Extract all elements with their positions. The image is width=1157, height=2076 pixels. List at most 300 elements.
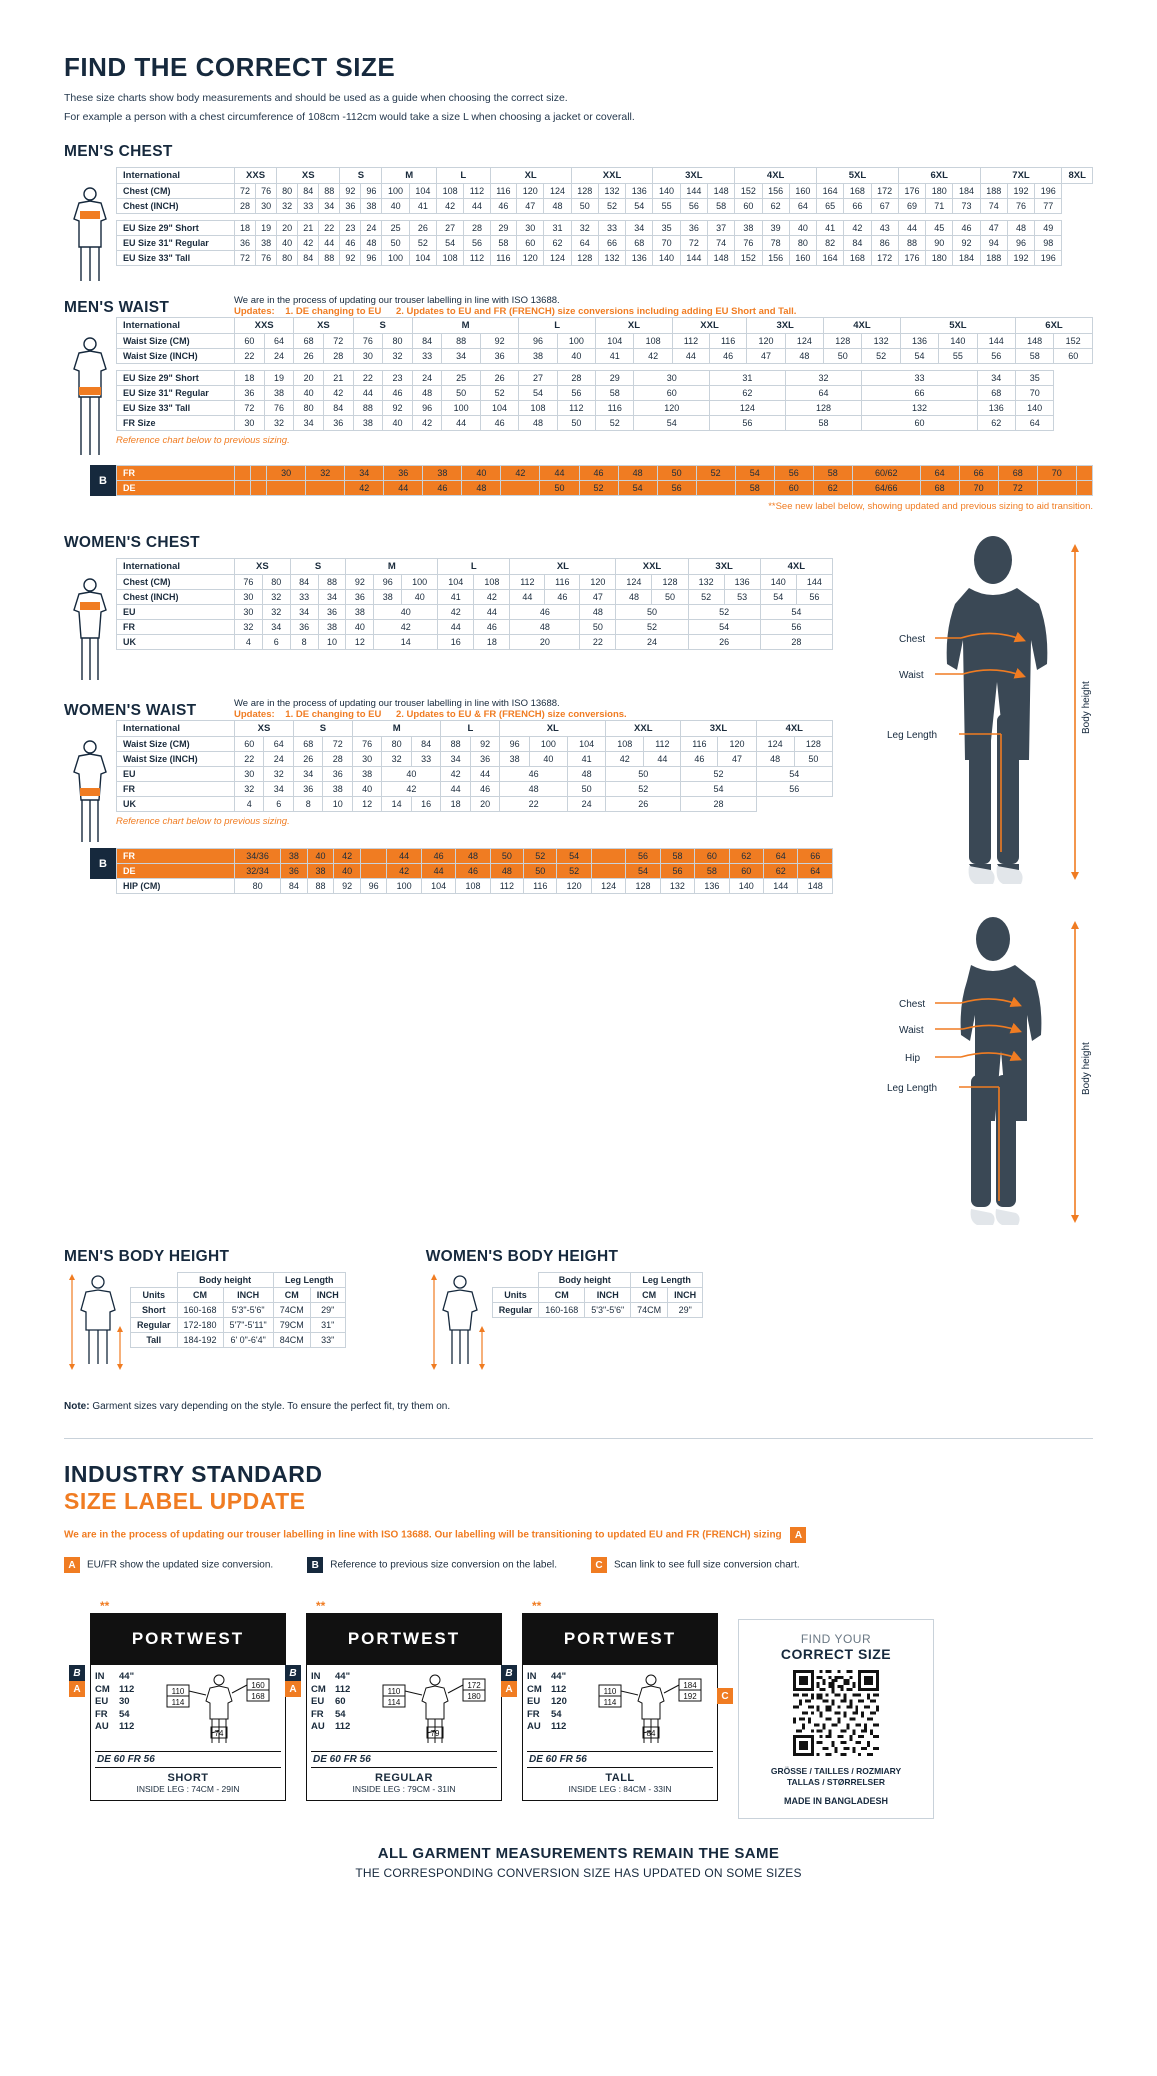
cell: 50	[524, 864, 557, 879]
size-header: 4XL	[760, 559, 832, 575]
key: EU	[95, 1696, 109, 1707]
cell: 168	[844, 184, 871, 199]
cell: 50	[490, 849, 523, 864]
row-label: FR	[117, 466, 235, 481]
cell: 76	[264, 401, 294, 416]
cell: 32	[277, 199, 298, 214]
qr-made-in: MADE IN BANGLADESH	[783, 1796, 888, 1806]
tag-a: A	[64, 1557, 80, 1573]
cell: 36	[384, 466, 423, 481]
tag-c: C	[591, 1557, 607, 1573]
cell: 42	[501, 466, 540, 481]
cell: 44	[441, 782, 470, 797]
val: 54	[335, 1708, 346, 1720]
size-header: XXL	[606, 721, 681, 737]
cell: 52	[696, 466, 735, 481]
label-num: 184	[683, 1681, 697, 1690]
cell: 68	[977, 386, 1015, 401]
cell: 116	[681, 737, 718, 752]
cell: 41	[438, 590, 474, 605]
cell: 52	[557, 864, 591, 879]
table-row	[117, 879, 833, 894]
update-1: 1. DE changing to EU	[285, 709, 382, 720]
label-card-regular	[289, 1599, 502, 1801]
cell: 62	[544, 236, 571, 251]
cell: 48	[500, 782, 568, 797]
size-header: XS	[235, 721, 294, 737]
cell: 55	[653, 199, 680, 214]
cell: 48	[544, 199, 571, 214]
brand-logo-2	[306, 1613, 502, 1665]
cell: 116	[710, 334, 747, 349]
cell: 42	[412, 416, 442, 431]
womens-waist-figure	[64, 720, 116, 848]
cell: 164	[817, 251, 844, 266]
model-label-hip-f: Hip	[905, 1053, 921, 1064]
cell: 16	[438, 635, 474, 650]
cell: 108	[474, 575, 510, 590]
cell: 48	[412, 386, 442, 401]
size-header: 4XL	[824, 318, 901, 334]
cell: 92	[340, 184, 361, 199]
cell: 58	[1016, 349, 1054, 364]
cell: 100	[387, 879, 421, 894]
cell: 40	[307, 849, 334, 864]
table-row	[117, 737, 833, 752]
qr-card[interactable]	[721, 1619, 934, 1819]
qr-sub-2: TALLAS / STØRRELSER	[786, 1777, 886, 1787]
cell: 35	[1016, 371, 1054, 386]
size-header: XL	[510, 559, 616, 575]
cell: 124	[616, 575, 652, 590]
cell: 56	[796, 590, 832, 605]
cell: 42	[374, 620, 438, 635]
cell: 116	[596, 401, 634, 416]
cell: 72	[235, 251, 256, 266]
cell: 36	[290, 620, 318, 635]
cell: 30	[235, 767, 264, 782]
cell: 60	[729, 864, 763, 879]
cell: 64	[264, 737, 293, 752]
table-row	[492, 1288, 702, 1303]
cell: 20	[470, 797, 499, 812]
model-label-body-height: Body height	[1081, 681, 1092, 734]
qr-code[interactable]	[793, 1670, 879, 1756]
label-person-icon-1	[159, 1671, 277, 1749]
cell: 84	[281, 879, 308, 894]
cell: 24	[264, 752, 293, 767]
cell: 40	[374, 605, 438, 620]
cell: 44	[672, 349, 709, 364]
cell: 39	[762, 221, 789, 236]
cell: 38	[323, 782, 352, 797]
cell: 30	[517, 221, 544, 236]
cell: 60	[517, 236, 544, 251]
cell: 54	[681, 782, 756, 797]
cell: 58	[490, 236, 516, 251]
cell: 18	[235, 371, 265, 386]
key: FR	[311, 1708, 324, 1720]
cell: 104	[409, 184, 436, 199]
cell: 108	[436, 184, 463, 199]
size-header: M	[382, 168, 437, 184]
cell: 33"	[310, 1333, 345, 1348]
cell: 6	[264, 797, 293, 812]
unit: CM	[177, 1288, 223, 1303]
cell: 36	[293, 782, 322, 797]
section-title-womens-waist: WOMEN'S WAIST	[64, 702, 197, 719]
womens-waist-legacy-block	[64, 848, 833, 894]
cell: 26	[293, 752, 322, 767]
cell: 180	[926, 184, 953, 199]
cell: 144	[680, 184, 707, 199]
cell: 62	[762, 199, 789, 214]
female-torso-icon	[65, 576, 115, 686]
label-leg-3: INSIDE LEG : 84CM - 33IN	[568, 1784, 672, 1794]
cell: 164	[817, 184, 844, 199]
size-header: L	[441, 721, 500, 737]
cell: 32	[235, 782, 264, 797]
table-row	[117, 590, 833, 605]
cell: 16	[411, 797, 440, 812]
cell: 46	[340, 236, 361, 251]
cell: 4	[235, 635, 263, 650]
cell: 54	[626, 864, 660, 879]
womens-chest-table	[116, 558, 833, 650]
cell: 25	[382, 221, 409, 236]
industry-title-line2: SIZE LABEL UPDATE	[64, 1488, 306, 1514]
row-label: DE	[117, 864, 235, 879]
row-label: HIP (CM)	[117, 879, 235, 894]
size-header: 6XL	[1016, 318, 1093, 334]
label-star-3: **	[532, 1599, 542, 1613]
cell: 38	[256, 236, 277, 251]
row-label: Short	[131, 1303, 178, 1318]
cell: 34	[293, 767, 322, 782]
size-header: XXL	[571, 168, 653, 184]
cell: 28	[235, 199, 256, 214]
cell: 68	[293, 737, 322, 752]
cell	[235, 481, 251, 496]
cell: 180	[926, 251, 953, 266]
badge-b-womens: B	[90, 848, 116, 879]
cell: 5'7"-5'11"	[223, 1318, 273, 1333]
cell: 56	[626, 849, 660, 864]
size-header: XS	[294, 318, 353, 334]
cell: 18	[235, 221, 256, 236]
table-row	[131, 1333, 346, 1348]
cell: 44	[319, 236, 340, 251]
cell: 38	[500, 752, 529, 767]
cell: 32	[235, 620, 263, 635]
cell: 72	[998, 481, 1037, 496]
cell: 46	[681, 752, 718, 767]
cell: 34	[626, 221, 653, 236]
cell: 40	[383, 416, 413, 431]
updates-label: Updates:	[234, 306, 275, 317]
cell: 18	[474, 635, 510, 650]
cell: 132	[660, 879, 694, 894]
cell: 28	[323, 349, 353, 364]
row-label: EU Size 33" Tall	[117, 251, 235, 266]
cell: 86	[871, 236, 898, 251]
row-label: DE	[117, 481, 235, 496]
cell: 42	[844, 221, 871, 236]
cell: 28	[464, 221, 490, 236]
cell: 19	[256, 221, 277, 236]
tag-b: B	[307, 1557, 323, 1573]
legend-text-c: Scan link to see full size conversion chart.	[614, 1559, 800, 1571]
section-title-womens-body-height: WOMEN'S BODY HEIGHT	[425, 1248, 619, 1265]
cell: 120	[580, 575, 616, 590]
cell: 148	[707, 184, 734, 199]
cell: 124	[756, 737, 794, 752]
cell: 112	[672, 334, 709, 349]
page-title: FIND THE CORRECT SIZE	[64, 52, 396, 82]
cell: 47	[747, 349, 785, 364]
cell: 44	[464, 199, 490, 214]
cell: 43	[871, 221, 898, 236]
cell: 66	[862, 386, 977, 401]
row-label: Chest (INCH)	[117, 199, 235, 214]
val: 44"	[335, 1671, 351, 1682]
cell: 69	[898, 199, 925, 214]
qr-title-2: CORRECT SIZE	[780, 1646, 892, 1662]
side-tag-b-3: B	[501, 1665, 517, 1681]
row-label: Chest (CM)	[117, 184, 235, 199]
cell: 6' 0"-6'4"	[223, 1333, 273, 1348]
cell: 36	[235, 236, 256, 251]
footer-line-2: THE CORRESPONDING CONVERSION SIZE HAS UPDATED ON SOME SIZES	[355, 1866, 802, 1880]
label-num: 114	[171, 1698, 185, 1707]
cell: 112	[464, 251, 490, 266]
row-label: Tall	[131, 1333, 178, 1348]
label-num: 114	[603, 1698, 617, 1707]
cell: 176	[898, 251, 925, 266]
cell: 42	[345, 481, 384, 496]
cell: 46	[500, 767, 568, 782]
cell: 88	[442, 334, 480, 349]
cell: 48	[618, 466, 657, 481]
size-header: XL	[500, 721, 606, 737]
row-label: EU	[117, 767, 235, 782]
size-header: L	[436, 168, 490, 184]
cell: 26	[606, 797, 681, 812]
size-header: 3XL	[681, 721, 756, 737]
table-row	[492, 1303, 702, 1318]
table-row	[117, 849, 833, 864]
cell: 140	[1016, 401, 1054, 416]
val: 112	[551, 1721, 567, 1732]
update-2: 2. Updates to EU and FR (FRENCH) size conversions including adding EU Short and Tall.	[396, 306, 797, 317]
cell: 68	[626, 236, 653, 251]
cell: 42	[298, 236, 319, 251]
mens-height-figure	[64, 1272, 130, 1377]
table-row	[117, 782, 833, 797]
cell: 136	[900, 334, 938, 349]
brand-text-1: PORTWEST	[131, 1629, 245, 1648]
row-label: EU Size 31" Regular	[117, 386, 235, 401]
cell: 60	[235, 737, 264, 752]
cell: 80	[294, 401, 324, 416]
cell: 192	[1007, 251, 1034, 266]
cell: 46	[421, 849, 455, 864]
cell: 100	[382, 184, 409, 199]
row-label: FR Size	[117, 416, 235, 431]
cell: 112	[510, 575, 545, 590]
womens-chest-figure	[64, 558, 116, 686]
cell: 71	[926, 199, 953, 214]
cell: 26	[480, 371, 518, 386]
cell: 45	[926, 221, 953, 236]
cell: 84	[411, 737, 440, 752]
key: AU	[527, 1721, 541, 1732]
intro-line-1: These size charts show body measurements and should be used as a guide when choosing the correct size.	[64, 92, 568, 104]
table-row	[117, 605, 833, 620]
cell: 90	[926, 236, 953, 251]
womens-waist-legacy-table	[116, 848, 833, 894]
side-tag-a-1: A	[69, 1681, 85, 1697]
cell: 80	[262, 575, 290, 590]
side-tag-c: C	[717, 1688, 733, 1704]
cell: 36	[346, 590, 374, 605]
cell: 24	[568, 797, 606, 812]
cell: 84	[844, 236, 871, 251]
label-size-rows-2	[311, 1671, 375, 1747]
label-num: 74	[214, 1729, 224, 1738]
cell: 60	[774, 481, 813, 496]
unit: CM	[273, 1288, 310, 1303]
cell: 53	[724, 590, 760, 605]
cell: 44	[384, 481, 423, 496]
cell: 36	[281, 864, 308, 879]
cell: 128	[571, 251, 598, 266]
cell: 38	[353, 416, 383, 431]
cell: 22	[319, 221, 340, 236]
label-examples	[64, 1599, 1093, 1819]
cell: 28	[323, 752, 352, 767]
row-label: Waist Size (CM)	[117, 737, 235, 752]
cell: 40	[346, 620, 374, 635]
cell: 34	[441, 752, 470, 767]
size-header: XS	[277, 168, 340, 184]
cell: 76	[352, 737, 381, 752]
cell: 58	[813, 466, 852, 481]
size-header: M	[412, 318, 518, 334]
cell: 64	[764, 849, 798, 864]
update-2: 2. Updates to EU & FR (FRENCH) size conversions.	[396, 709, 627, 720]
val: 54	[551, 1708, 562, 1720]
label-num: 160	[251, 1681, 265, 1690]
size-header: 3XL	[653, 168, 735, 184]
cell: 58	[707, 199, 734, 214]
cell: 188	[980, 251, 1007, 266]
cell: 44	[442, 416, 480, 431]
cell: 98	[1035, 236, 1062, 251]
row-label: FR	[117, 782, 235, 797]
cell: 70	[1016, 386, 1054, 401]
cell: 100	[529, 737, 567, 752]
cell: 60	[235, 334, 265, 349]
fit-note-text: Garment sizes vary depending on the style. To ensure the perfect fit, try them on.	[89, 1401, 451, 1412]
cell: 33	[862, 371, 977, 386]
cell: 160-168	[539, 1303, 585, 1318]
brand-text-3: PORTWEST	[563, 1629, 677, 1648]
legend-item-a	[64, 1557, 273, 1573]
cell: 144	[796, 575, 832, 590]
cell: 116	[490, 251, 516, 266]
cell: 66	[598, 236, 625, 251]
male-height-icon	[64, 1272, 128, 1372]
size-header: 6XL	[898, 168, 980, 184]
val: 44"	[119, 1671, 135, 1682]
cell: 6	[262, 635, 290, 650]
section-title-mens-chest: MEN'S CHEST	[64, 143, 173, 160]
cell: 96	[361, 251, 382, 266]
label-person-icon-3	[591, 1671, 709, 1749]
cell: 44	[540, 466, 579, 481]
cell: 76	[256, 251, 277, 266]
cell: 30	[235, 590, 263, 605]
cell: 140	[729, 879, 763, 894]
cell: 22	[235, 752, 264, 767]
mens-waist-figure	[64, 317, 116, 465]
key: FR	[95, 1708, 108, 1720]
cell: 48	[456, 849, 490, 864]
cell: 34	[977, 371, 1015, 386]
cell: 32	[264, 416, 294, 431]
table-row	[117, 386, 1093, 401]
cell: 36	[480, 349, 518, 364]
cell: 46	[456, 864, 490, 879]
table-row	[117, 864, 833, 879]
label-body-2	[289, 1665, 502, 1801]
cell: 49	[1035, 221, 1062, 236]
cell: 144	[680, 251, 707, 266]
cell: 62	[813, 481, 852, 496]
cell: 36	[323, 416, 353, 431]
cell: 172	[871, 184, 898, 199]
cell: 25	[442, 371, 480, 386]
cell: 50	[606, 767, 681, 782]
cell: 35	[653, 221, 680, 236]
cell: 56	[977, 349, 1015, 364]
cell: 34	[294, 416, 324, 431]
cell: 48	[785, 349, 823, 364]
cell: 23	[340, 221, 361, 236]
cell: 48	[462, 481, 501, 496]
mens-chest-figure	[64, 167, 116, 285]
cell: 36	[680, 221, 707, 236]
cell: 88	[318, 575, 346, 590]
row-label: EU	[117, 605, 235, 620]
cell: 22	[580, 635, 616, 650]
cell: 58	[695, 864, 729, 879]
val: 112	[335, 1721, 351, 1732]
val: 112	[119, 1683, 135, 1695]
cell: 76	[1007, 199, 1034, 214]
cell: 124	[544, 251, 571, 266]
cell: 42	[606, 752, 644, 767]
cell: 92	[346, 575, 374, 590]
cell: 96	[374, 575, 402, 590]
cell: 92	[334, 879, 361, 894]
key: CM	[311, 1683, 326, 1695]
cell: 84	[290, 575, 318, 590]
unit: INCH	[310, 1288, 345, 1303]
cell: 132	[862, 334, 900, 349]
cell: 41	[817, 221, 844, 236]
